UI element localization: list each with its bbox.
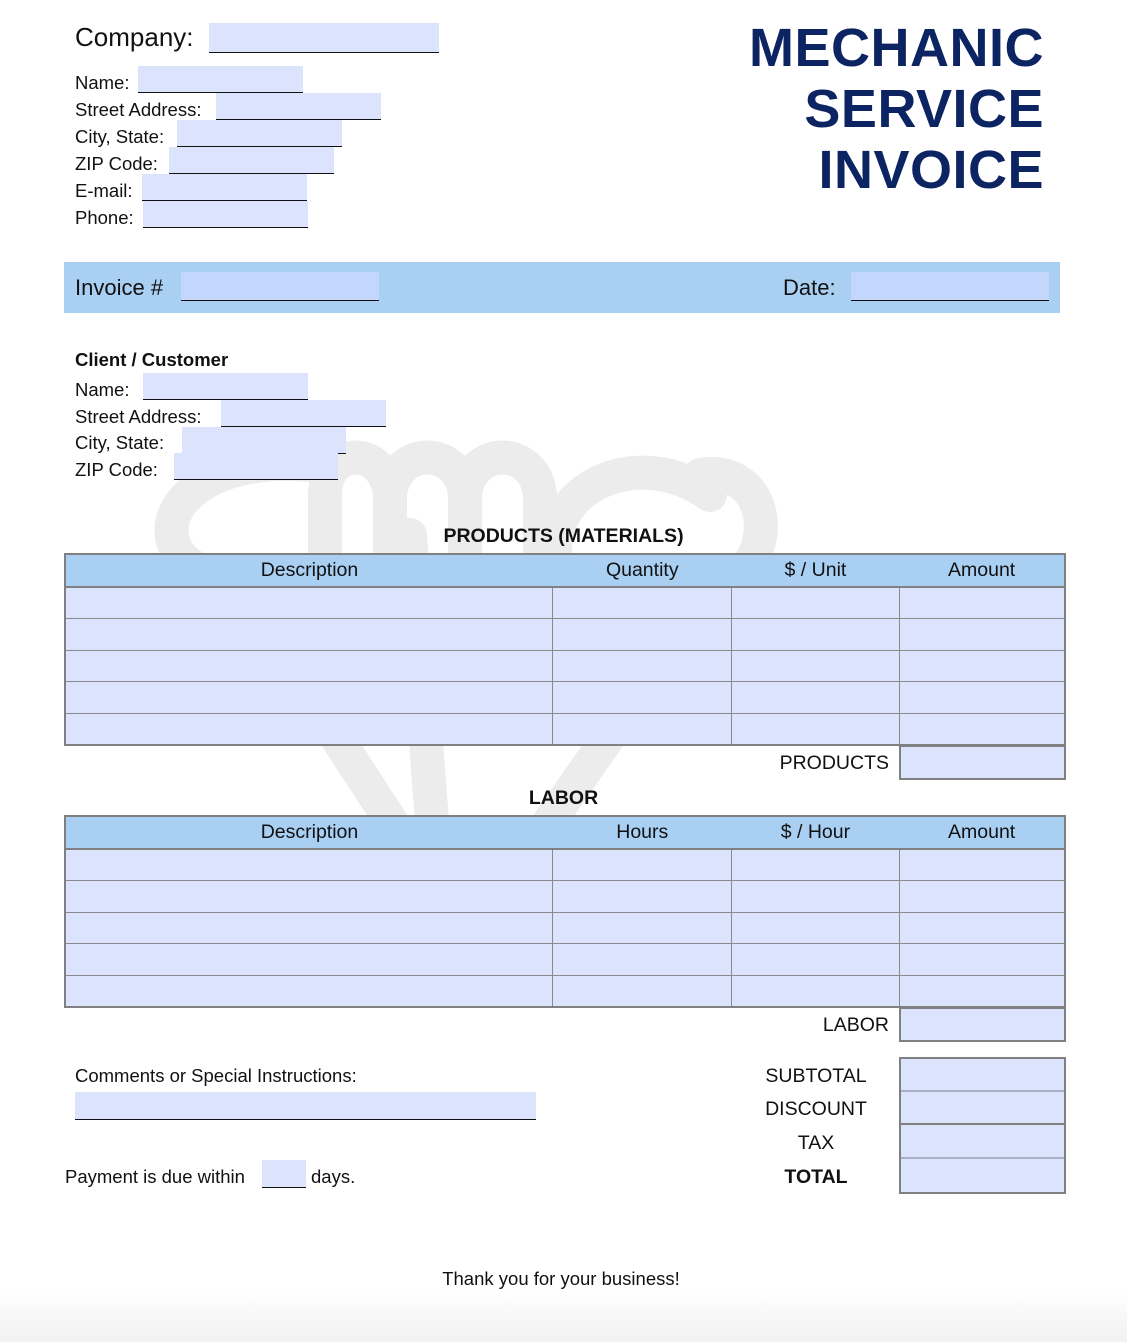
- client-zip-label: ZIP Code:: [75, 459, 158, 480]
- labor-header-row: [65, 816, 1065, 849]
- invoice-number-field[interactable]: [181, 272, 379, 301]
- tax-field[interactable]: [901, 1125, 1064, 1158]
- total-label: TOTAL: [784, 1166, 848, 1188]
- labor-rate-cell[interactable]: [732, 944, 900, 976]
- products-total-label: PRODUCTS: [779, 752, 889, 774]
- total-field[interactable]: [901, 1159, 1064, 1192]
- labor-hours-cell[interactable]: [553, 975, 732, 1007]
- product-quantity-cell[interactable]: [553, 650, 732, 682]
- products-table: [64, 553, 1066, 746]
- products-header-row: [65, 554, 1065, 587]
- invoice-title: [749, 18, 1044, 201]
- labor-rate-cell[interactable]: [732, 849, 900, 881]
- labor-amount-cell[interactable]: [899, 881, 1065, 913]
- labor-col-rate: $ / Hour: [732, 816, 900, 849]
- company-zip-label: ZIP Code:: [75, 153, 158, 174]
- labor-description-cell[interactable]: [65, 944, 553, 976]
- labor-amount-cell[interactable]: [899, 944, 1065, 976]
- labor-rate-cell[interactable]: [732, 975, 900, 1007]
- product-amount-cell[interactable]: [899, 619, 1065, 651]
- discount-label: DISCOUNT: [765, 1098, 867, 1120]
- labor-total-field[interactable]: [899, 1007, 1066, 1042]
- product-description-cell[interactable]: [65, 619, 553, 651]
- products-col-unit-price: $ / Unit: [732, 554, 900, 587]
- totals-box: [899, 1057, 1066, 1194]
- date-label: Date:: [783, 275, 836, 300]
- labor-description-cell[interactable]: [65, 912, 553, 944]
- title-line-2: SERVICE: [804, 79, 1044, 139]
- product-description-cell[interactable]: [65, 682, 553, 714]
- payment-terms-suffix: days.: [311, 1166, 356, 1187]
- company-email-label: E-mail:: [75, 180, 133, 201]
- product-description-cell[interactable]: [65, 587, 553, 619]
- labor-description-cell[interactable]: [65, 881, 553, 913]
- product-amount-cell[interactable]: [899, 682, 1065, 714]
- labor-col-description: Description: [65, 816, 553, 849]
- client-name-label: Name:: [75, 379, 130, 400]
- product-unit-price-cell[interactable]: [732, 682, 900, 714]
- client-city-label: City, State:: [75, 432, 165, 453]
- company-label: Company:: [75, 22, 194, 52]
- labor-heading: LABOR: [528, 787, 599, 809]
- products-col-description: Description: [65, 554, 553, 587]
- comments-label: Comments or Special Instructions:: [75, 1065, 357, 1086]
- company-name-field[interactable]: [138, 66, 303, 93]
- labor-rate-cell[interactable]: [732, 912, 900, 944]
- tax-label: TAX: [797, 1132, 835, 1154]
- invoice-number-label: Invoice #: [75, 275, 164, 300]
- company-phone-label: Phone:: [75, 207, 134, 228]
- client-street-label: Street Address:: [75, 406, 202, 427]
- product-quantity-cell[interactable]: [553, 587, 732, 619]
- products-total-field[interactable]: [899, 745, 1066, 780]
- labor-amount-cell[interactable]: [899, 975, 1065, 1007]
- table-row: [65, 881, 1065, 913]
- labor-col-amount: Amount: [899, 816, 1065, 849]
- company-email-field[interactable]: [142, 174, 307, 201]
- client-name-field[interactable]: [143, 373, 308, 400]
- labor-col-hours: Hours: [553, 816, 732, 849]
- labor-rate-cell[interactable]: [732, 881, 900, 913]
- client-city-field[interactable]: [182, 427, 346, 454]
- subtotal-label: SUBTOTAL: [765, 1065, 867, 1087]
- title-line-1: MECHANIC: [749, 18, 1044, 78]
- client-zip-field[interactable]: [174, 453, 338, 480]
- company-name-label: Name:: [75, 72, 130, 93]
- product-amount-cell[interactable]: [899, 713, 1065, 745]
- product-unit-price-cell[interactable]: [732, 619, 900, 651]
- company-field[interactable]: [209, 23, 439, 53]
- company-phone-field[interactable]: [143, 201, 308, 228]
- company-zip-field[interactable]: [169, 147, 334, 174]
- product-description-cell[interactable]: [65, 650, 553, 682]
- table-row: [65, 619, 1065, 651]
- product-unit-price-cell[interactable]: [732, 713, 900, 745]
- labor-hours-cell[interactable]: [553, 881, 732, 913]
- invoice-info-band: [64, 262, 1060, 313]
- comments-field[interactable]: [75, 1092, 536, 1120]
- table-row: [65, 587, 1065, 619]
- payment-days-field[interactable]: [262, 1160, 306, 1188]
- table-row: [65, 849, 1065, 881]
- subtotal-field[interactable]: [901, 1059, 1064, 1092]
- labor-description-cell[interactable]: [65, 975, 553, 1007]
- payment-terms-prefix: Payment is due within: [65, 1166, 245, 1187]
- products-col-quantity: Quantity: [553, 554, 732, 587]
- labor-total-label: LABOR: [822, 1014, 889, 1036]
- discount-field[interactable]: [901, 1092, 1064, 1125]
- table-row: [65, 713, 1065, 745]
- product-quantity-cell[interactable]: [553, 682, 732, 714]
- labor-hours-cell[interactable]: [553, 849, 732, 881]
- product-unit-price-cell[interactable]: [732, 587, 900, 619]
- product-description-cell[interactable]: [65, 713, 553, 745]
- table-row: [65, 650, 1065, 682]
- product-quantity-cell[interactable]: [553, 713, 732, 745]
- company-street-label: Street Address:: [75, 99, 202, 120]
- table-row: [65, 682, 1065, 714]
- labor-amount-cell[interactable]: [899, 912, 1065, 944]
- table-row: [65, 975, 1065, 1007]
- product-amount-cell[interactable]: [899, 587, 1065, 619]
- client-street-field[interactable]: [221, 400, 386, 427]
- client-heading: Client / Customer: [75, 349, 229, 370]
- table-row: [65, 944, 1065, 976]
- labor-hours-cell[interactable]: [553, 944, 732, 976]
- product-unit-price-cell[interactable]: [732, 650, 900, 682]
- labor-amount-cell[interactable]: [899, 849, 1065, 881]
- product-amount-cell[interactable]: [899, 650, 1065, 682]
- company-city-label: City, State:: [75, 126, 165, 147]
- title-line-3: INVOICE: [818, 140, 1044, 200]
- company-street-field[interactable]: [216, 93, 381, 120]
- labor-table: [64, 815, 1066, 1008]
- labor-description-cell[interactable]: [65, 849, 553, 881]
- product-quantity-cell[interactable]: [553, 619, 732, 651]
- products-heading: PRODUCTS (MATERIALS): [443, 525, 684, 547]
- products-col-amount: Amount: [899, 554, 1065, 587]
- table-row: [65, 912, 1065, 944]
- labor-hours-cell[interactable]: [553, 912, 732, 944]
- company-city-field[interactable]: [177, 120, 342, 147]
- date-field[interactable]: [851, 272, 1049, 301]
- thank-you-note: Thank you for your business!: [442, 1268, 680, 1289]
